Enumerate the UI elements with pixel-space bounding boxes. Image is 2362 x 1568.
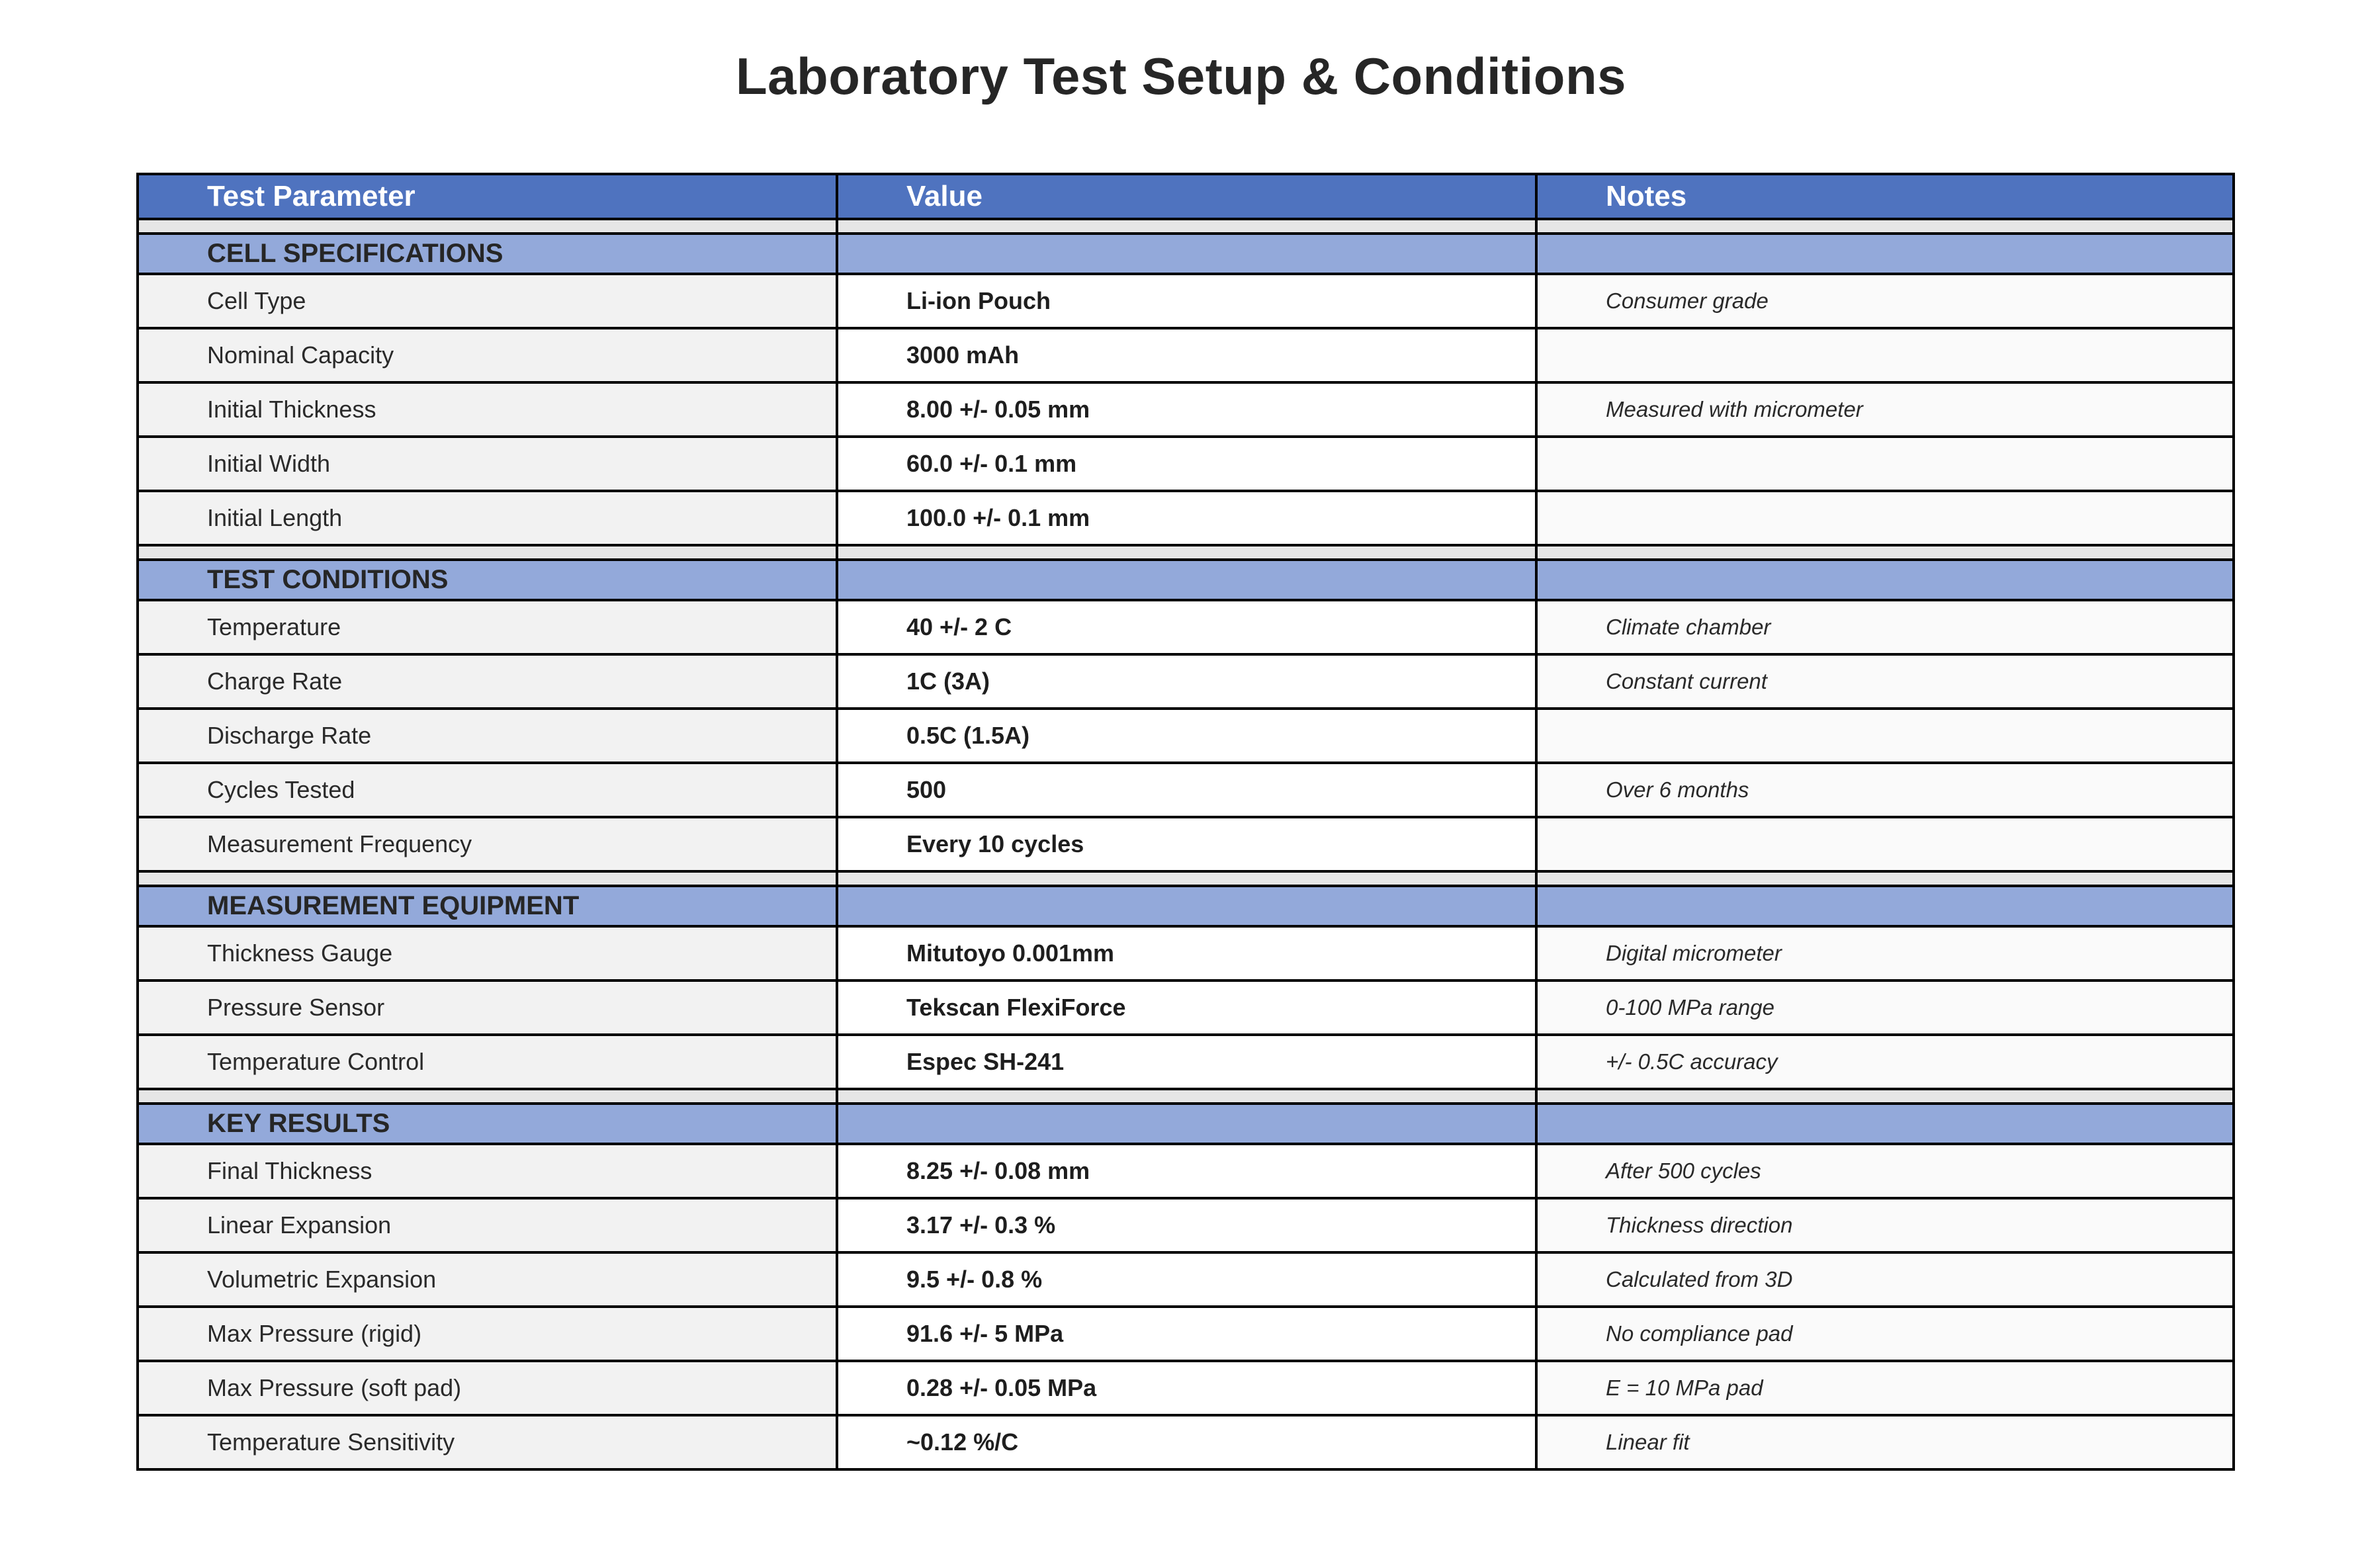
table-body: [138, 219, 2234, 1469]
parameter-cell: Discharge Rate: [138, 709, 837, 763]
section-title: CELL SPECIFICATIONS: [138, 234, 837, 274]
parameter-cell: Temperature Sensitivity: [138, 1415, 837, 1469]
parameter-cell: Pressure Sensor: [138, 980, 837, 1035]
spacer-cell: [138, 1089, 837, 1104]
value-cell: 40 +/- 2 C: [837, 600, 1536, 654]
section-empty-cell: [1536, 1104, 2234, 1144]
section-header-row: [138, 234, 2234, 274]
section-spacer-row: [138, 871, 2234, 886]
notes-cell: Climate chamber: [1536, 600, 2234, 654]
spacer-cell: [138, 219, 837, 234]
value-cell: 100.0 +/- 0.1 mm: [837, 491, 1536, 545]
value-cell: 0.28 +/- 0.05 MPa: [837, 1361, 1536, 1415]
notes-cell: [1536, 491, 2234, 545]
spacer-cell: [1536, 545, 2234, 560]
section-title: KEY RESULTS: [138, 1104, 837, 1144]
section-header-row: [138, 560, 2234, 600]
value-cell: 1C (3A): [837, 654, 1536, 709]
spacer-cell: [1536, 871, 2234, 886]
parameter-cell: Initial Length: [138, 491, 837, 545]
value-cell: Mitutoyo 0.001mm: [837, 926, 1536, 980]
section-empty-cell: [1536, 234, 2234, 274]
notes-cell: Consumer grade: [1536, 274, 2234, 328]
notes-cell: Constant current: [1536, 654, 2234, 709]
parameter-cell: Initial Thickness: [138, 382, 837, 437]
section-spacer-row: [138, 545, 2234, 560]
section-title: TEST CONDITIONS: [138, 560, 837, 600]
section-header-row: [138, 1104, 2234, 1144]
value-cell: 8.25 +/- 0.08 mm: [837, 1144, 1536, 1198]
parameter-cell: Temperature Control: [138, 1035, 837, 1089]
table-row: [138, 1252, 2234, 1307]
section-empty-cell: [837, 886, 1536, 926]
section-empty-cell: [837, 234, 1536, 274]
table-row: [138, 980, 2234, 1035]
table-row: [138, 654, 2234, 709]
table-header-row: [138, 174, 2234, 219]
value-cell: 500: [837, 763, 1536, 817]
table-row: [138, 382, 2234, 437]
table-row: [138, 1035, 2234, 1089]
notes-cell: Measured with micrometer: [1536, 382, 2234, 437]
value-cell: Espec SH-241: [837, 1035, 1536, 1089]
parameter-cell: Volumetric Expansion: [138, 1252, 837, 1307]
parameter-cell: Nominal Capacity: [138, 328, 837, 382]
parameter-cell: Initial Width: [138, 437, 837, 491]
notes-cell: No compliance pad: [1536, 1307, 2234, 1361]
spacer-cell: [1536, 219, 2234, 234]
parameter-cell: Temperature: [138, 600, 837, 654]
parameter-cell: Linear Expansion: [138, 1198, 837, 1252]
table-row: [138, 600, 2234, 654]
notes-cell: +/- 0.5C accuracy: [1536, 1035, 2234, 1089]
column-header-parameter: Test Parameter: [138, 174, 837, 219]
value-cell: Li-ion Pouch: [837, 274, 1536, 328]
results-table: [136, 173, 2235, 1471]
notes-cell: After 500 cycles: [1536, 1144, 2234, 1198]
section-empty-cell: [1536, 560, 2234, 600]
notes-cell: [1536, 437, 2234, 491]
notes-cell: 0-100 MPa range: [1536, 980, 2234, 1035]
parameter-cell: Max Pressure (rigid): [138, 1307, 837, 1361]
section-header-row: [138, 886, 2234, 926]
notes-cell: Over 6 months: [1536, 763, 2234, 817]
table-row: [138, 817, 2234, 871]
section-empty-cell: [1536, 886, 2234, 926]
column-header-value: Value: [837, 174, 1536, 219]
section-spacer-row: [138, 1089, 2234, 1104]
value-cell: 3000 mAh: [837, 328, 1536, 382]
parameter-cell: Max Pressure (soft pad): [138, 1361, 837, 1415]
table-row: [138, 1361, 2234, 1415]
section-spacer-row: [138, 219, 2234, 234]
table-row: [138, 1307, 2234, 1361]
section-empty-cell: [837, 560, 1536, 600]
parameter-cell: Cycles Tested: [138, 763, 837, 817]
parameter-cell: Measurement Frequency: [138, 817, 837, 871]
page-title: Laboratory Test Setup & Conditions: [736, 47, 1626, 105]
parameter-cell: Final Thickness: [138, 1144, 837, 1198]
value-cell: Tekscan FlexiForce: [837, 980, 1536, 1035]
spacer-cell: [138, 871, 837, 886]
value-cell: ~0.12 %/C: [837, 1415, 1536, 1469]
value-cell: 91.6 +/- 5 MPa: [837, 1307, 1536, 1361]
notes-cell: Thickness direction: [1536, 1198, 2234, 1252]
value-cell: 60.0 +/- 0.1 mm: [837, 437, 1536, 491]
parameter-cell: Thickness Gauge: [138, 926, 837, 980]
table-row: [138, 491, 2234, 545]
spacer-cell: [1536, 1089, 2234, 1104]
notes-cell: [1536, 709, 2234, 763]
spacer-cell: [837, 871, 1536, 886]
notes-cell: [1536, 328, 2234, 382]
table-row: [138, 1415, 2234, 1469]
table-row: [138, 274, 2234, 328]
notes-cell: E = 10 MPa pad: [1536, 1361, 2234, 1415]
value-cell: 0.5C (1.5A): [837, 709, 1536, 763]
section-title: MEASUREMENT EQUIPMENT: [138, 886, 837, 926]
spacer-cell: [837, 219, 1536, 234]
notes-cell: [1536, 817, 2234, 871]
value-cell: Every 10 cycles: [837, 817, 1536, 871]
table-row: [138, 926, 2234, 980]
notes-cell: Digital micrometer: [1536, 926, 2234, 980]
notes-cell: Linear fit: [1536, 1415, 2234, 1469]
table-row: [138, 437, 2234, 491]
spacer-cell: [837, 545, 1536, 560]
parameter-cell: Cell Type: [138, 274, 837, 328]
table-row: [138, 1198, 2234, 1252]
value-cell: 3.17 +/- 0.3 %: [837, 1198, 1536, 1252]
table-row: [138, 709, 2234, 763]
table-row: [138, 1144, 2234, 1198]
table-row: [138, 763, 2234, 817]
table-row: [138, 328, 2234, 382]
value-cell: 8.00 +/- 0.05 mm: [837, 382, 1536, 437]
notes-cell: Calculated from 3D: [1536, 1252, 2234, 1307]
parameter-cell: Charge Rate: [138, 654, 837, 709]
spacer-cell: [138, 545, 837, 560]
value-cell: 9.5 +/- 0.8 %: [837, 1252, 1536, 1307]
spacer-cell: [837, 1089, 1536, 1104]
column-header-notes: Notes: [1536, 174, 2234, 219]
section-empty-cell: [837, 1104, 1536, 1144]
